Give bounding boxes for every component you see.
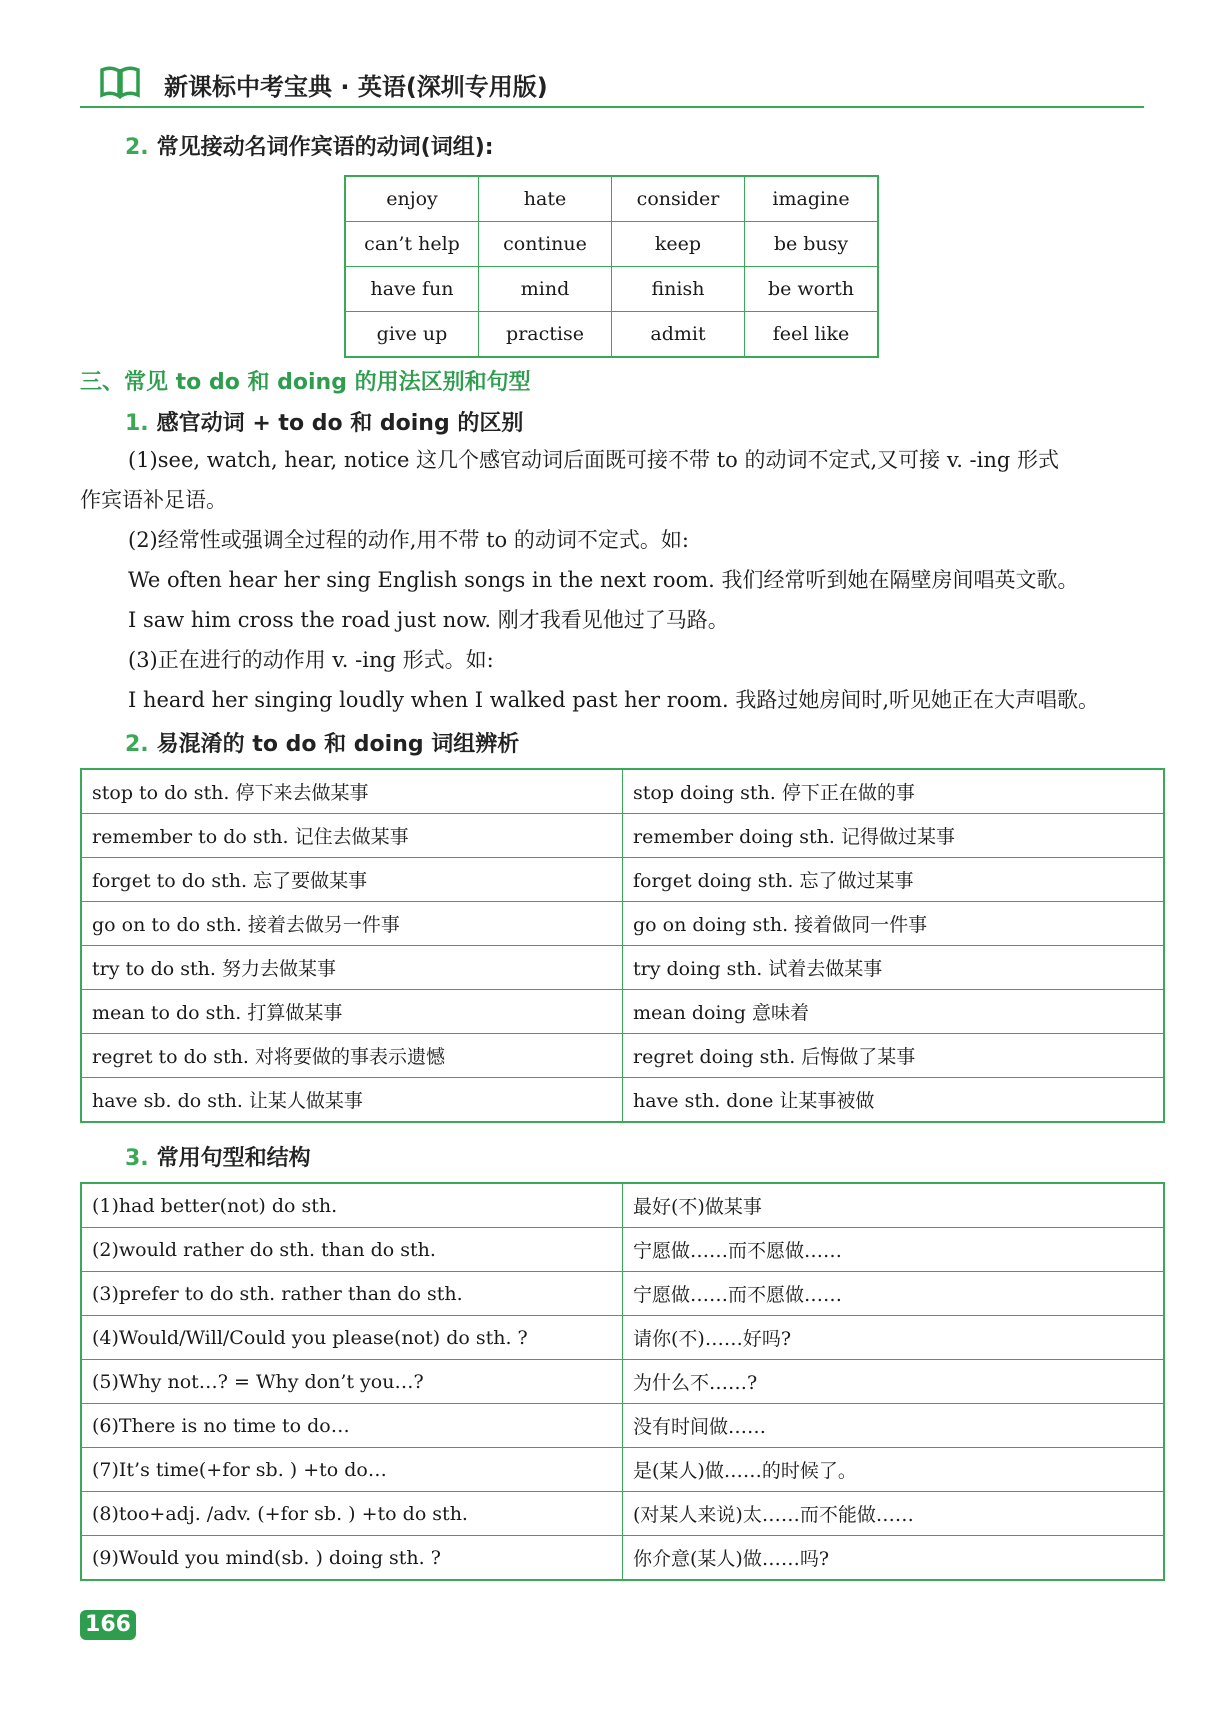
table-cell: feel like <box>745 312 879 358</box>
table-cell: mind <box>479 267 612 312</box>
table-cell: remember to do sth. 记住去做某事 <box>81 814 623 858</box>
table-cell: imagine <box>745 176 879 222</box>
paragraph: 作宾语补足语。 <box>80 488 227 512</box>
sentence-patterns-heading <box>125 1141 311 1172</box>
table-row <box>81 946 1164 990</box>
table-cell: 是(某人)做……的时候了。 <box>623 1448 1165 1492</box>
book-title: 新课标中考宝典 · 英语(深圳专用版) <box>164 73 548 101</box>
example-sentence: I saw him cross the road just now. 刚才我看见他过了马路。 <box>128 608 729 632</box>
table-cell: give up <box>345 312 479 358</box>
table-cell: 最好(不)做某事 <box>623 1183 1165 1228</box>
table-row <box>81 1360 1164 1404</box>
table-row <box>345 312 878 358</box>
open-book-icon <box>98 64 142 100</box>
table-cell: practise <box>479 312 612 358</box>
paragraph: (2)经常性或强调全过程的动作,用不带 to 的动词不定式。如: <box>128 528 689 552</box>
table-row <box>81 990 1164 1034</box>
table-cell: try doing sth. 试着去做某事 <box>623 946 1165 990</box>
sentence-patterns-table <box>80 1182 1165 1581</box>
confusing-phrases-table <box>80 768 1165 1123</box>
table-cell: go on doing sth. 接着做同一件事 <box>623 902 1165 946</box>
table-cell: 请你(不)……好吗? <box>623 1316 1165 1360</box>
heading-number: 2. <box>125 135 149 160</box>
table-cell: mean to do sth. 打算做某事 <box>81 990 623 1034</box>
table-cell: enjoy <box>345 176 479 222</box>
table-cell: (6)There is no time to do… <box>81 1404 623 1448</box>
table-cell: 宁愿做……而不愿做…… <box>623 1272 1165 1316</box>
page-header <box>80 62 1144 108</box>
table-cell: 没有时间做…… <box>623 1404 1165 1448</box>
table-cell: (7)It’s time(+for sb. ) +to do… <box>81 1448 623 1492</box>
table-row <box>81 814 1164 858</box>
page-number: 166 <box>80 1610 136 1640</box>
table-row <box>81 1316 1164 1360</box>
table-cell: have fun <box>345 267 479 312</box>
table-cell: forget to do sth. 忘了要做某事 <box>81 858 623 902</box>
table-cell: have sth. done 让某事被做 <box>623 1078 1165 1123</box>
table-cell: regret to do sth. 对将要做的事表示遗憾 <box>81 1034 623 1078</box>
table-row <box>81 1228 1164 1272</box>
table-cell: hate <box>479 176 612 222</box>
table-row <box>81 902 1164 946</box>
table-cell: continue <box>479 222 612 267</box>
table-row <box>81 1078 1164 1123</box>
heading-text: 常见接动名词作宾语的动词(词组): <box>156 135 494 160</box>
example-sentence: I heard her singing loudly when I walked past her room. 我路过她房间时,听见她正在大声唱歌。 <box>128 688 1100 712</box>
table-cell: (9)Would you mind(sb. ) doing sth. ? <box>81 1536 623 1581</box>
table-cell: (8)too+adj. /adv. (+for sb. ) +to do sth. <box>81 1492 623 1536</box>
table-cell: (4)Would/Will/Could you please(not) do sth. ? <box>81 1316 623 1360</box>
table-cell: (1)had better(not) do sth. <box>81 1183 623 1228</box>
table-row <box>81 1034 1164 1078</box>
table-cell: finish <box>612 267 745 312</box>
table-row <box>345 176 878 222</box>
sense-verbs-heading <box>125 406 523 437</box>
table-cell: 为什么不……? <box>623 1360 1165 1404</box>
table-cell: admit <box>612 312 745 358</box>
table-cell: consider <box>612 176 745 222</box>
heading-text: 易混淆的 to do 和 doing 词组辨析 <box>156 732 520 757</box>
paragraph: (3)正在进行的动作用 v. -ing 形式。如: <box>128 648 494 672</box>
table-cell: 你介意(某人)做……吗? <box>623 1536 1165 1581</box>
table-row <box>81 1448 1164 1492</box>
confusing-phrases-heading <box>125 727 519 758</box>
heading-number: 2. <box>125 732 149 757</box>
section-title: 三、常见 to do 和 doing 的用法区别和句型 <box>80 370 531 395</box>
paragraph: (1)see, watch, hear, notice 这几个感官动词后面既可接不带 to 的动词不定式,又可接 v. -ing 形式 <box>128 448 1060 472</box>
table-row <box>345 222 878 267</box>
table-cell: (对某人来说)太……而不能做…… <box>623 1492 1165 1536</box>
table-row <box>81 1272 1164 1316</box>
table-cell: regret doing sth. 后悔做了某事 <box>623 1034 1165 1078</box>
heading-text: 常用句型和结构 <box>156 1146 311 1171</box>
example-sentence: We often hear her sing English songs in the next room. 我们经常听到她在隔壁房间唱英文歌。 <box>128 568 1079 592</box>
table-cell: stop doing sth. 停下正在做的事 <box>623 769 1165 814</box>
table-cell: (2)would rather do sth. than do sth. <box>81 1228 623 1272</box>
heading-number: 1. <box>125 411 149 436</box>
table-row <box>81 858 1164 902</box>
table-cell: (3)prefer to do sth. rather than do sth. <box>81 1272 623 1316</box>
table-cell: forget doing sth. 忘了做过某事 <box>623 858 1165 902</box>
table-cell: 宁愿做……而不愿做…… <box>623 1228 1165 1272</box>
table-row <box>81 769 1164 814</box>
table-row <box>345 267 878 312</box>
table-cell: can’t help <box>345 222 479 267</box>
table-row <box>81 1404 1164 1448</box>
table-row <box>81 1536 1164 1581</box>
table-cell: go on to do sth. 接着去做另一件事 <box>81 902 623 946</box>
table-cell: be busy <box>745 222 879 267</box>
table-cell: remember doing sth. 记得做过某事 <box>623 814 1165 858</box>
gerund-verbs-table <box>344 175 879 358</box>
table-cell: stop to do sth. 停下来去做某事 <box>81 769 623 814</box>
table-cell: try to do sth. 努力去做某事 <box>81 946 623 990</box>
table-row <box>81 1183 1164 1228</box>
heading-text: 感官动词 + to do 和 doing 的区别 <box>156 411 524 436</box>
table-cell: be worth <box>745 267 879 312</box>
table-cell: mean doing 意味着 <box>623 990 1165 1034</box>
table-row <box>81 1492 1164 1536</box>
table-cell: (5)Why not…? = Why don’t you…? <box>81 1360 623 1404</box>
table-cell: have sb. do sth. 让某人做某事 <box>81 1078 623 1123</box>
table-cell: keep <box>612 222 745 267</box>
gerund-verbs-heading <box>125 130 494 161</box>
heading-number: 3. <box>125 1146 149 1171</box>
